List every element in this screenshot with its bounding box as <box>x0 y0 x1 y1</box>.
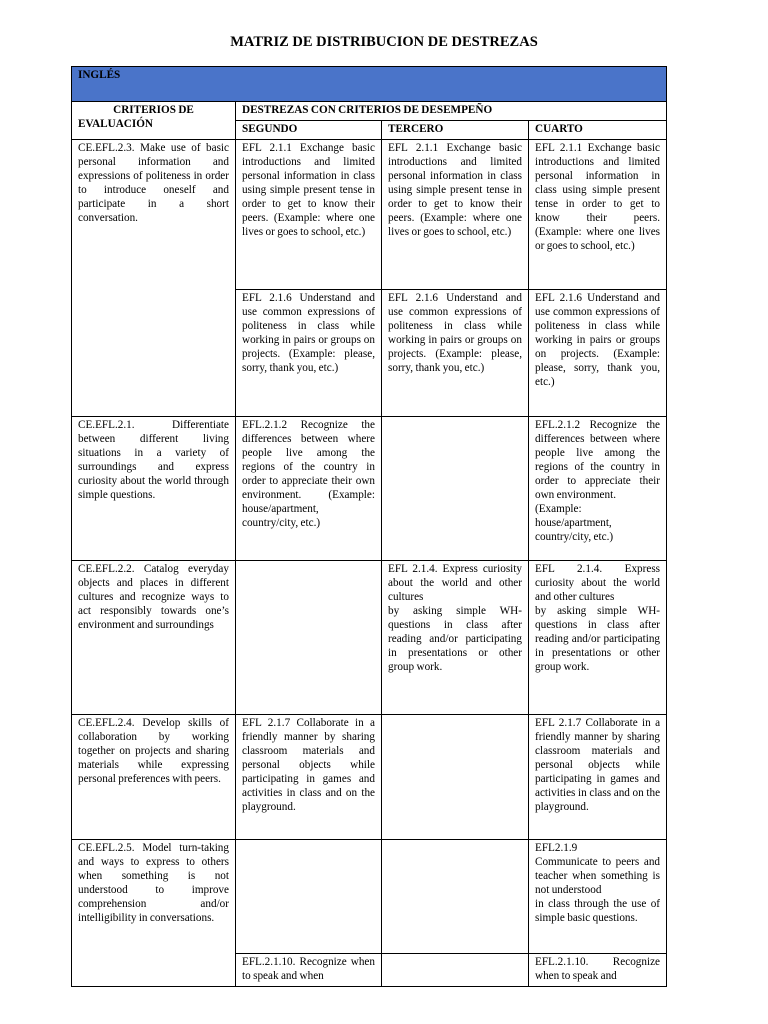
skill-cell-tercero: EFL 2.1.4. Express curiosity about the world and other cultures by asking simple WH-questions in class after reading and/or participating in presentations or other group work. <box>382 561 529 715</box>
skill-cell-cuarto: EFL 2.1.6 Understand and use common expressions of politeness in class while working in pairs or groups on projects. (Example: please, sorry, thank you, etc.) <box>529 290 667 417</box>
skill-cell-tercero-empty <box>382 417 529 561</box>
grade-header-tercero: TERCERO <box>382 121 529 140</box>
skill-cell-tercero: EFL 2.1.1 Exchange basic introductions and limited personal information in class using simple present tense in order to get to know their peers. (Example: where one lives or goes to school, etc.) <box>382 140 529 290</box>
skill-cell-cuarto: EFL.2.1.2 Recognize the differences between where people live among the regions of the country in order to appreciate their own environment. (Example: house/apartment, country/city, etc.) <box>529 417 667 561</box>
table-row <box>72 715 667 840</box>
skill-cell-cuarto: EFL 2.1.4. Express curiosity about the world and other cultures by asking simple WH-questions in class after reading and/or participating in presentations or other group work. <box>529 561 667 715</box>
criteria-header: CRITERIOS DE EVALUACIÓN <box>72 102 236 140</box>
skill-cell-segundo: EFL 2.1.6 Understand and use common expressions of politeness in class while working in pairs or groups on projects. (Example: please, sorry, thank you, etc.) <box>236 290 382 417</box>
criteria-cell: CE.EFL.2.2. Catalog everyday objects and places in different cultures and recognize ways to act responsibly towards one’s environment and surroundings <box>72 561 236 715</box>
skill-cell-segundo: EFL 2.1.1 Exchange basic introductions and limited personal information in class using simple present tense in order to get to know their peers. (Example: where one lives or goes to school, etc.) <box>236 140 382 290</box>
skill-cell-segundo: EFL.2.1.10. Recognize when to speak and when <box>236 954 382 987</box>
skill-cell-tercero-empty <box>382 715 529 840</box>
grade-header-cuarto: CUARTO <box>529 121 667 140</box>
skill-cell-cuarto: EFL 2.1.1 Exchange basic introductions and limited personal information in class using simple present tense in order to get to know their peers. (Example: where one lives or goes to school, etc.) <box>529 140 667 290</box>
skills-matrix-table <box>71 66 667 987</box>
subject-header: INGLÉS <box>72 67 667 102</box>
skill-cell-tercero-empty <box>382 954 529 987</box>
page-title: MATRIZ DE DISTRIBUCION DE DESTREZAS <box>230 34 538 50</box>
criteria-cell: CE.EFL.2.1. Differentiate between different living situations in a variety of surroundings and express curiosity about the world through simple questions. <box>72 417 236 561</box>
skills-header: DESTREZAS CON CRITERIOS DE DESEMPEÑO <box>236 102 667 121</box>
criteria-cell: CE.EFL.2.4. Develop skills of collaboration by working together on projects and sharing materials while expressing personal preferences with peers. <box>72 715 236 840</box>
subject-row <box>72 67 667 102</box>
skill-cell-cuarto: EFL2.1.9 Communicate to peers and teacher when something is not understood in class through the use of simple basic questions. <box>529 840 667 954</box>
skill-cell-cuarto: EFL.2.1.10. Recognize when to speak and <box>529 954 667 987</box>
criteria-cell: CE.EFL.2.3. Make use of basic personal information and expressions of politeness in order to introduce oneself and participate in a short conversation. <box>72 140 236 417</box>
skill-cell-tercero-empty <box>382 840 529 954</box>
table-row <box>72 561 667 715</box>
grade-header-segundo: SEGUNDO <box>236 121 382 140</box>
skill-cell-cuarto: EFL 2.1.7 Collaborate in a friendly manner by sharing classroom materials and personal objects while participating in games and activities in class and on the playground. <box>529 715 667 840</box>
skill-cell-segundo-empty <box>236 840 382 954</box>
criteria-cell: CE.EFL.2.5. Model turn-taking and ways to express to others when something is not understood to improve comprehension and/or intelligibility in conversations. <box>72 840 236 987</box>
table-row <box>72 840 667 954</box>
skill-cell-segundo: EFL.2.1.2 Recognize the differences between where people live among the regions of the country in order to appreciate their own environment. (Example: house/apartment, country/city, etc.) <box>236 417 382 561</box>
table-row <box>72 140 667 290</box>
skill-cell-segundo: EFL 2.1.7 Collaborate in a friendly manner by sharing classroom materials and personal objects while participating in games and activities in class and on the playground. <box>236 715 382 840</box>
table-row <box>72 417 667 561</box>
header-row <box>72 102 667 121</box>
skill-cell-segundo-empty <box>236 561 382 715</box>
skill-cell-tercero: EFL 2.1.6 Understand and use common expressions of politeness in class while working in pairs or groups on projects. (Example: please, sorry, thank you, etc.) <box>382 290 529 417</box>
